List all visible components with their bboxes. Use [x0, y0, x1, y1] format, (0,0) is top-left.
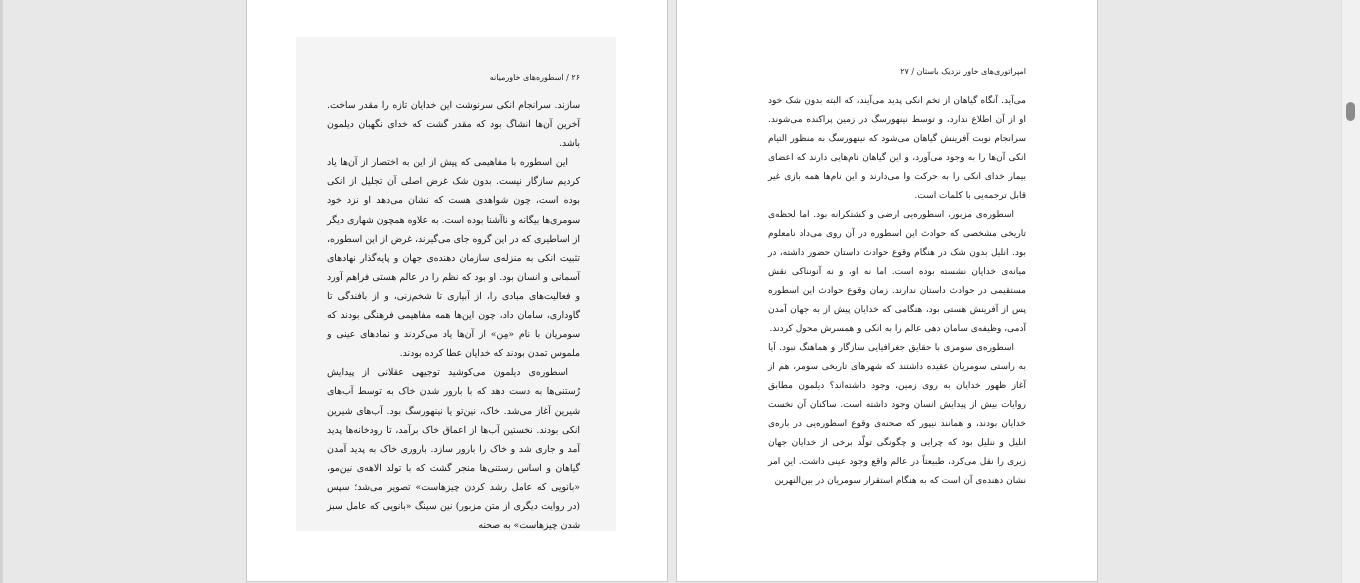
page-27-text [768, 66, 1026, 491]
paragraph: این اسطوره با مفاهیمی که پیش از این به اختصار از آن‌ها یاد کردیم سازگار نیست. بدون شک غرض اصلی آن تجلیل از انکی بوده است، چون شواهدی هست که نشان می‌دهد او نزد خود سومری‌ها بیگانه و ناآشنا بوده است. به علاوه همچون شهاری دیگر از اساطیری که در این گروه جای می‌گیرند، غرض از این اسطوره، تثبیت انکی به منزله‌ی سازمان دهنده‌ی جهان و پایه‌گذار نهادهای آسمانی و انسان بود. او بود که نظم را در عالم هستی فراهم آورد و فعالیت‌های مبادی را، از آبیاری تا شخم‌زنی، و از بافندگی تا گاوداری، سامان داد، چون این‌ها همه مفاهیمی فرهنگی بودند که سومریان با نام «مِن» از آن‌ها یاد می‌کردند و نمادهای عینی و ملموس تمدن بودند که خدایان عطا کرده بودند. [327, 157, 580, 360]
paragraph: می‌آید. آنگاه گیاهان از تخم انکی پدید می‌آیند، که البته بدون شک خود او از آن اطلاع ندارد، و توسط نینهورسگ در زمین پراکنده می‌شوند. سرانجام نوبت آفرینش گیاهان می‌شود که نینهورسگ به منظور التیام انکی آن‌ها را به وجود می‌آورد، و این گیاهان نام‌هایی دارند که اعضای بیمار خدای انکی را به حرکت وا می‌دارند و این نام‌ها همه بازی غیر قابل ترجمه‌یی با کلمات است. [768, 96, 1026, 201]
running-head: امپراتوری‌های خاور نزدیک باستان / ۲۷ [900, 67, 1026, 76]
page-26 [246, 0, 668, 582]
paragraph: اسطوره‌ی دیلمون می‌کوشید توجیهی عقلانی از پیدایش رُستنی‌ها به دست دهد که با بارور شدن خاک به توسط آب‌های شیرین آغاز می‌شد. خاک، نین‌تو یا نینهورسگ بود. آب‌های شیرین انکی بودند. نخستین آب‌ها از اعماق خاک برآمد، تا رودخانه‌ها پدید آمد و جاری شد و خاک را بارور سازد. باروری خاک به پدید آمدن گیاهان و اساس رستنی‌ها منجر گشت که با تولد الاهه‌ی نین‌مو، «بانویی که عامل رشد کردن چیزهاست» تصویر می‌شد؛ سپس (در روایت دیگری از متن مزبور) نین سینگ «بانویی که عامل سبز شدن چیزهاست» به صحنه [327, 367, 580, 532]
viewer-left-edge [0, 0, 3, 583]
vertical-scrollbar[interactable] [1341, 0, 1360, 583]
running-head: ۲۶ / اسطوره‌های خاورمیانه [489, 73, 580, 82]
paragraph: اسطوره‌ی سومری با حقایق جغرافیایی سازگار و هماهنگ نبود. آیا به راستی سومریان عقیده داشتند که شهرهای تاریخی سومر، هم از آغاز ظهور خدایان به روی زمین، وجود داشته‌اند؟ دیلمون مطابق روایات بیش از پیدایش انسان وجود داشته است. ساکنان آن نخست خدایان بودند، و همانند نیپور که صحنه‌ی وقوع اسطوره‌یی در باره‌ی انلیل و ننلیل بود که چرایی و چگونگی تولّد برخی از خدایان جهان زیری را نقل می‌کرد، طبیعتاً در عالم واقع وجود عینی داشت. این امر نشان دهنده‌ی آن است که به هنگام استقرار سومریان در بین‌النهرین [768, 343, 1026, 486]
page-27 [676, 0, 1098, 582]
page-26-text [327, 72, 580, 535]
scrollbar-thumb[interactable] [1346, 102, 1355, 121]
paragraph: اسطوره‌ی مزبور، اسطوره‌یی ارضی و کشتکرانه بود. اما لحظه‌ی تاریخی مشخصی که حوادث این اسطوره در آن روی می‌داد نامعلوم بود. انلیل بدون شک در هنگام وقوع حوادث داستان حضور داشته، در میانه‌ی خدایان نشسته بوده است. اما نه او، و نه آنونناکی نقش مستقیمی در حوادث داستان ندارند. زمان وقوع حوادث این اسطوره پس از آفرینش هستی بود، هنگامی که خدایان پیش از به جهان آمدن آدمی، وظیفه‌ی سامان دهی عالم را به انکی و همسرش محول کردند. [768, 210, 1026, 334]
paragraph: سازند. سرانجام انکی سرنوشت این خدایان تازه را مقدر ساخت. آخرین آن‌ها انشاگ بود که مقدر گشت که خدای نگهبان دیلمون باشد. [327, 100, 580, 150]
